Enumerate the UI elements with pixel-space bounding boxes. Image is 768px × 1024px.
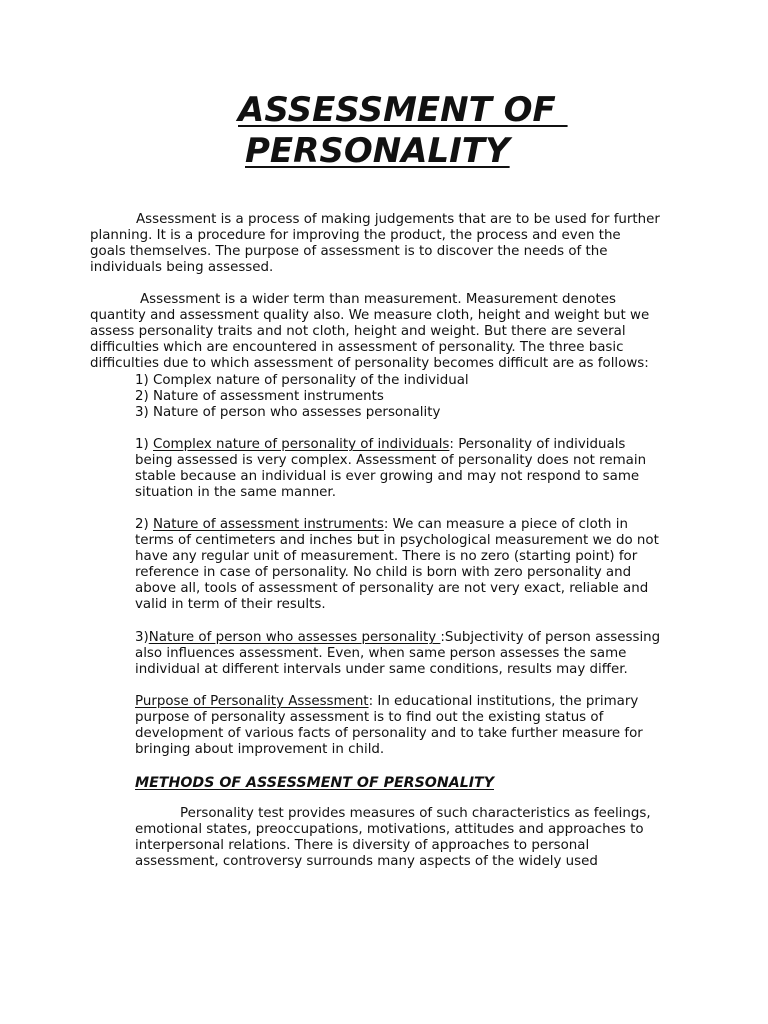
- paragraph-line: Personality test provides measures of such characteristics as feelings,: [180, 806, 651, 821]
- methods-paragraph: [135, 806, 651, 870]
- paragraph-line: terms of centimeters and inches but in psychological measurement we do not: [135, 533, 659, 549]
- paragraph-line: Assessment is a wider term than measurement. Measurement denotes: [140, 292, 616, 307]
- paragraph-line: development of various facts of personality and to take further measure for: [135, 726, 643, 742]
- point-2-heading: Nature of assessment instruments: [153, 517, 384, 532]
- paragraph-line: emotional states, preoccupations, motivations, attitudes and approaches to: [135, 822, 644, 838]
- purpose-first-line: : In educational institutions, the primary: [368, 694, 639, 709]
- point-3-prefix: 3): [135, 630, 149, 645]
- paragraph-line: difficulties due to which assessment of personality becomes difficult are as follows:: [90, 356, 649, 372]
- paragraph-line: being assessed is very complex. Assessment of personality does not remain: [135, 453, 647, 469]
- paragraph-line: valid in term of their results.: [135, 597, 326, 613]
- paragraph-line: above all, tools of assessment of personality are not very exact, reliable and: [135, 581, 649, 597]
- point-2-first-line: : We can measure a piece of cloth in: [383, 517, 629, 532]
- point-3-first-line: :Subjectivity of person assessing: [440, 630, 661, 645]
- point-1-first-line: : Personality of individuals: [449, 437, 626, 452]
- paragraph-line: reference in case of personality. No child is born with zero personality and: [135, 565, 632, 581]
- paragraph-line: situation in the same manner.: [135, 485, 336, 501]
- paragraph-line: Assessment is a process of making judgements that are to be used for further: [136, 212, 660, 227]
- purpose-heading: Purpose of Personality Assessment: [135, 694, 369, 709]
- point-2-prefix: 2): [135, 517, 154, 532]
- list-item: 3) Nature of person who assesses personality: [135, 405, 441, 421]
- paragraph-line: assessment, controversy surrounds many aspects of the widely used: [135, 854, 598, 870]
- point-1-heading: Complex nature of personality of individuals: [153, 437, 450, 452]
- measurement-paragraph: [90, 292, 690, 372]
- paragraph-line: [135, 630, 660, 646]
- paragraph-line: quantity and assessment quality also. We measure cloth, height and weight but we: [90, 308, 650, 324]
- paragraph-line: goals themselves. The purpose of assessment is to discover the needs of the: [90, 244, 608, 260]
- intro-paragraph: [90, 212, 690, 276]
- title-line-1: ASSESSMENT OF: [238, 90, 568, 130]
- paragraph-line: individuals being assessed.: [90, 260, 274, 276]
- list-item: 2) Nature of assessment instruments: [135, 389, 384, 405]
- methods-heading: METHODS OF ASSESSMENT OF PERSONALITY: [135, 775, 494, 791]
- paragraph-line: interpersonal relations. There is diversity of approaches to personal: [135, 838, 590, 854]
- paragraph-line: stable because an individual is ever growing and may not respond to same: [135, 469, 640, 485]
- paragraph-line: individual at different intervals under same conditions, results may differ.: [135, 662, 628, 678]
- difficulties-list: [135, 373, 469, 421]
- point-3-heading: Nature of person who assesses personality: [148, 630, 441, 645]
- point-2-paragraph: [135, 517, 659, 614]
- point-3-paragraph: [135, 630, 660, 678]
- paragraph-line: [135, 437, 646, 453]
- paragraph-line: also influences assessment. Even, when same person assesses the same: [135, 646, 627, 662]
- point-1-paragraph: [135, 437, 646, 501]
- paragraph-line: planning. It is a procedure for improving the product, the process and even the: [90, 228, 621, 244]
- list-item: 1) Complex nature of personality of the individual: [135, 373, 469, 388]
- paragraph-line: assess personality traits and not cloth, height and weight. But there are several: [90, 324, 626, 340]
- paragraph-line: have any regular unit of measurement. There is no zero (starting point) for: [135, 549, 638, 565]
- paragraph-line: difficulties which are encountered in assessment of personality. The three basic: [90, 340, 624, 356]
- paragraph-line: [135, 517, 659, 533]
- paragraph-line: bringing about improvement in child.: [135, 742, 385, 758]
- title-line-2: PERSONALITY: [245, 131, 510, 171]
- paragraph-line: purpose of personality assessment is to find out the existing status of: [135, 710, 604, 726]
- paragraph-line: [135, 694, 643, 710]
- point-1-prefix: 1): [135, 437, 154, 452]
- purpose-paragraph: [135, 694, 643, 758]
